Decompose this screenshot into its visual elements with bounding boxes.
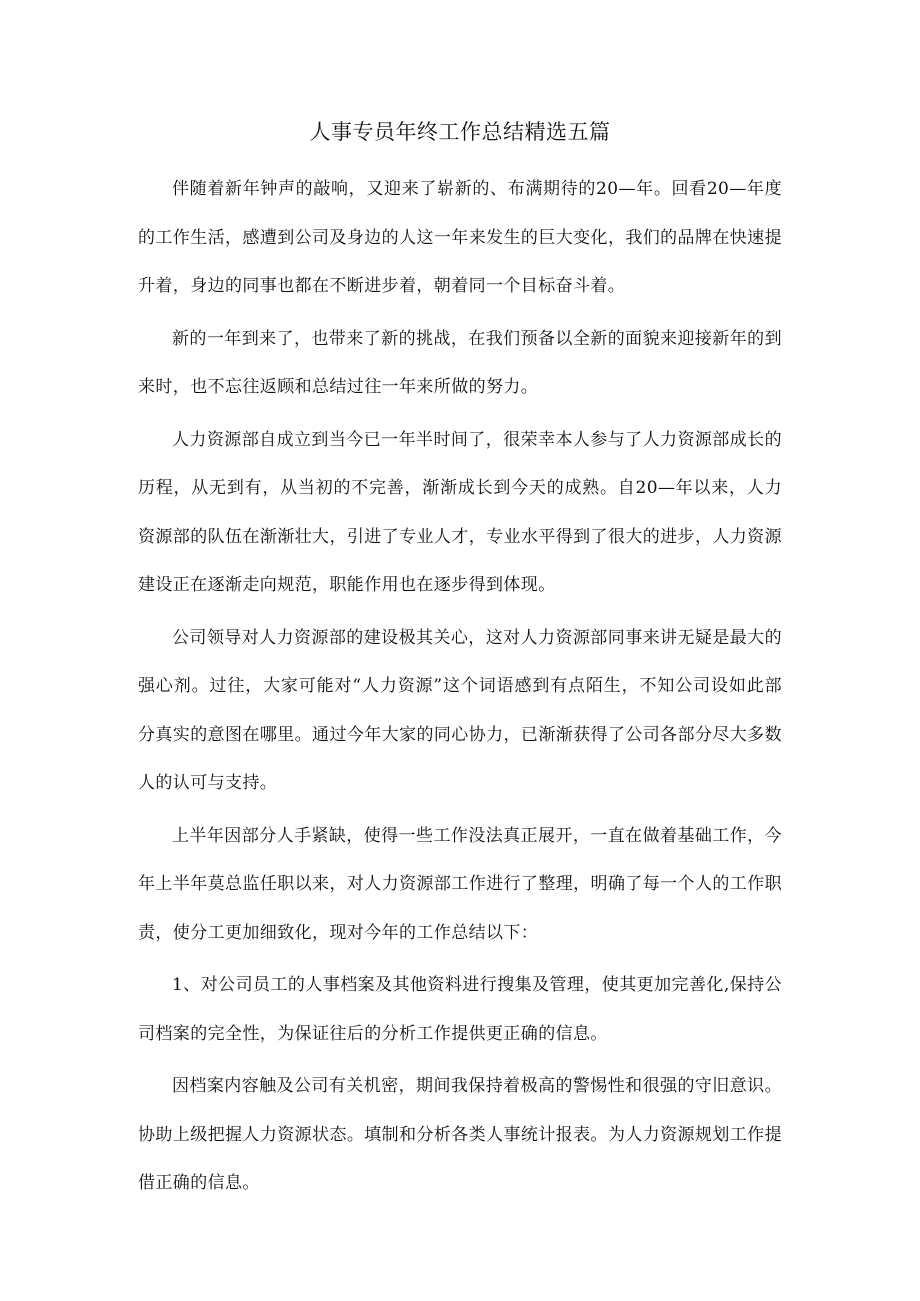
paragraph-3: 人力资源部自成立到当今已一年半时间了，很荣幸本人参与了人力资源部成长的历程，从无到有，从当初的不完善，渐渐成长到今天的成熟。自20—年以来，人力资源部的队伍在渐渐壮大，引进了专业人才，专业水平得到了很大的进步，人力资源建设正在逐渐走向规范，职能作用也在逐步得到体现。 [138,429,782,595]
paragraph-5: 上半年因部分人手紧缺，使得一些工作没法真正展开，一直在做着基础工作，今年上半年莫总监任职以来，对人力资源部工作进行了整理，明确了每一个人的工作职责，使分工更加细致化，现对今年的工作总结以下： [138,825,782,943]
document-title: 人事专员年终工作总结精选五篇 [309,120,611,144]
paragraph-4: 公司领导对人力资源部的建设极其关心，这对人力资源部同事来讲无疑是最大的强心剂。过往，大家可能对“人力资源”这个词语感到有点陌生，不知公司设如此部分真实的意图在哪里。通过今年大家的同心协力，已渐渐获得了公司各部分尽大多数人的认可与支持。 [138,627,782,793]
paragraph-6: 1、对公司员工的人事档案及其他资料进行搜集及管理，使其更加完善化,保持公司档案的完全性，为保证往后的分析工作提供更正确的信息。 [138,975,782,1044]
paragraph-7: 因档案内容触及公司有关机密，期间我保持着极高的警惕性和很强的守旧意识。协助上级把握人力资源状态。填制和分析各类人事统计报表。为人力资源规划工作提借正确的信息。 [138,1076,782,1193]
paragraph-1: 伴随着新年钟声的敲响，又迎来了崭新的、布满期待的20—年。回看20—年度的工作生活，感遭到公司及身边的人这一年来发生的巨大变化，我们的品牌在快速提升着，身边的同事也都在不断进步着，朝着同一个目标奋斗着。 [138,179,782,296]
paragraph-2: 新的一年到来了，也带来了新的挑战，在我们预备以全新的面貌来迎接新年的到来时，也不忘往返顾和总结过往一年来所做的努力。 [138,328,782,397]
